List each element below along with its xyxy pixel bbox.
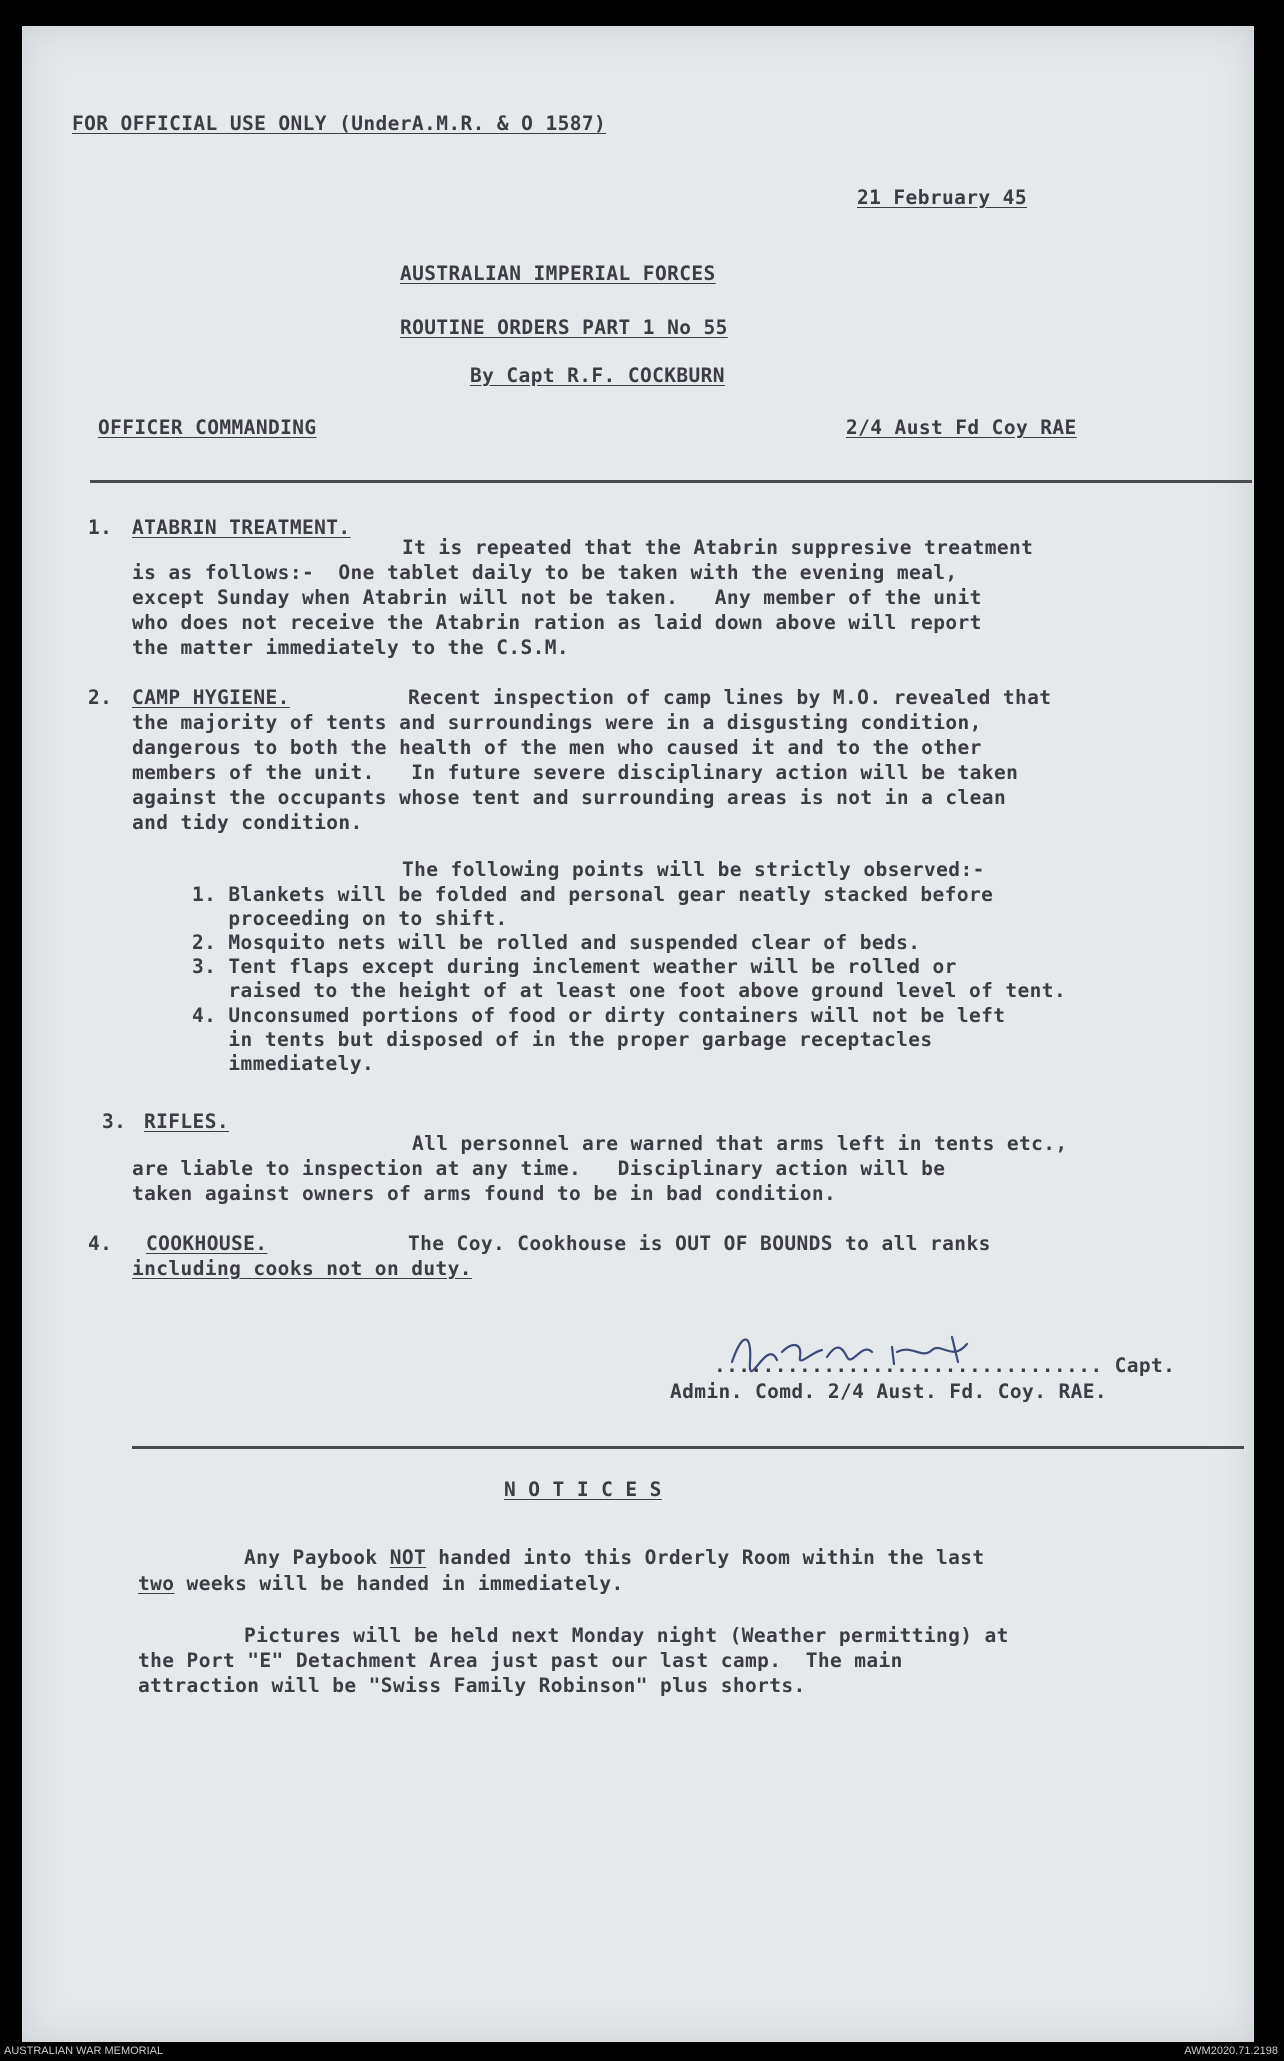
section2-point: raised to the height of at least one foot above ground level of tent. bbox=[192, 979, 1067, 1002]
section1-line: is as follows:- One tablet daily to be taken with the evening meal, bbox=[132, 561, 958, 584]
section1-line: the matter immediately to the C.S.M. bbox=[132, 636, 570, 659]
section2-points-intro: The following points will be strictly observed:- bbox=[402, 858, 985, 881]
officer-commanding-label: OFFICER COMMANDING bbox=[98, 416, 317, 439]
notices-title: N O T I C E S bbox=[504, 1478, 662, 1501]
notice-emphasis-not: NOT bbox=[389, 1546, 427, 1569]
notice-text: weeks will be handed in immediately. bbox=[174, 1572, 624, 1595]
notice-text: handed into this Orderly Room within the last bbox=[426, 1546, 985, 1569]
section4-number: 4. bbox=[88, 1232, 113, 1255]
notice-paybook-line2 bbox=[138, 1572, 624, 1597]
section3-line: taken against owners of arms found to be in bad condition. bbox=[132, 1182, 837, 1205]
footer-left: AUSTRALIAN WAR MEMORIAL bbox=[4, 2045, 164, 2057]
notice-paybook-line1 bbox=[244, 1546, 985, 1571]
section2-number: 2. bbox=[88, 686, 113, 709]
title-routine-orders: ROUTINE ORDERS PART 1 No 55 bbox=[400, 316, 728, 339]
notices-divider bbox=[132, 1446, 1244, 1449]
section2-line: the majority of tents and surroundings were in a disgusting condition, bbox=[132, 711, 982, 734]
document-date: 21 February 45 bbox=[857, 186, 1027, 209]
notice-pictures-line: the Port "E" Detachment Area just past our last camp. The main bbox=[138, 1649, 903, 1672]
section2-line: Recent inspection of camp lines by M.O. revealed that bbox=[408, 686, 1052, 709]
section2-point: 1. Blankets will be folded and personal gear neatly stacked before bbox=[192, 883, 994, 906]
section2-point: in tents but disposed of in the proper garbage receptacles bbox=[192, 1028, 933, 1051]
notice-pictures-line: Pictures will be held next Monday night (Weather permitting) at bbox=[244, 1624, 1009, 1647]
notice-text: Any Paybook bbox=[244, 1546, 390, 1569]
classification-line: FOR OFFICIAL USE ONLY (UnderA.M.R. & O 1587) bbox=[72, 112, 607, 135]
title-by-officer: By Capt R.F. COCKBURN bbox=[470, 364, 725, 387]
document-page bbox=[22, 26, 1254, 2042]
section4-line: The Coy. Cookhouse is OUT OF BOUNDS to all ranks bbox=[408, 1232, 991, 1255]
section1-heading: ATABRIN TREATMENT. bbox=[132, 516, 351, 539]
section1-line: who does not receive the Atabrin ration as laid down above will report bbox=[132, 611, 982, 634]
section4-heading: COOKHOUSE. bbox=[146, 1232, 268, 1255]
section1-line: It is repeated that the Atabrin suppresive treatment bbox=[402, 536, 1034, 559]
section2-point: 4. Unconsumed portions of food or dirty containers will not be left bbox=[192, 1004, 1006, 1027]
unit-label: 2/4 Aust Fd Coy RAE bbox=[846, 416, 1077, 439]
section3-heading: RIFLES. bbox=[144, 1110, 229, 1133]
section2-line: and tidy condition. bbox=[132, 811, 363, 834]
section2-point: 3. Tent flaps except during inclement weather will be rolled or bbox=[192, 955, 957, 978]
section1-line: except Sunday when Atabrin will not be taken. Any member of the unit bbox=[132, 586, 982, 609]
section2-point: proceeding on to shift. bbox=[192, 907, 508, 930]
section2-point: 2. Mosquito nets will be rolled and suspended clear of beds. bbox=[192, 931, 921, 954]
notice-emphasis-two: two bbox=[138, 1572, 175, 1595]
footer-right: AWM2020.71.2198 bbox=[1184, 2045, 1278, 2057]
title-forces: AUSTRALIAN IMPERIAL FORCES bbox=[400, 262, 716, 285]
signature-dots-line: ................................ Capt. bbox=[714, 1354, 1176, 1377]
section3-line: are liable to inspection at any time. Disciplinary action will be bbox=[132, 1157, 946, 1180]
section3-line: All personnel are warned that arms left in tents etc., bbox=[412, 1132, 1068, 1155]
section4-line: including cooks not on duty. bbox=[132, 1257, 472, 1280]
section1-number: 1. bbox=[88, 516, 113, 539]
section3-number: 3. bbox=[102, 1110, 127, 1133]
section2-line: members of the unit. In future severe disciplinary action will be taken bbox=[132, 761, 1019, 784]
section2-point: immediately. bbox=[192, 1052, 375, 1075]
section2-line: dangerous to both the health of the men who caused it and to the other bbox=[132, 736, 982, 759]
notice-pictures-line: attraction will be "Swiss Family Robinson" plus shorts. bbox=[138, 1674, 806, 1697]
section2-line: against the occupants whose tent and surrounding areas is not in a clean bbox=[132, 786, 1007, 809]
signature-title: Admin. Comd. 2/4 Aust. Fd. Coy. RAE. bbox=[670, 1380, 1108, 1403]
header-divider bbox=[90, 480, 1252, 483]
section2-heading: CAMP HYGIENE. bbox=[132, 686, 290, 709]
